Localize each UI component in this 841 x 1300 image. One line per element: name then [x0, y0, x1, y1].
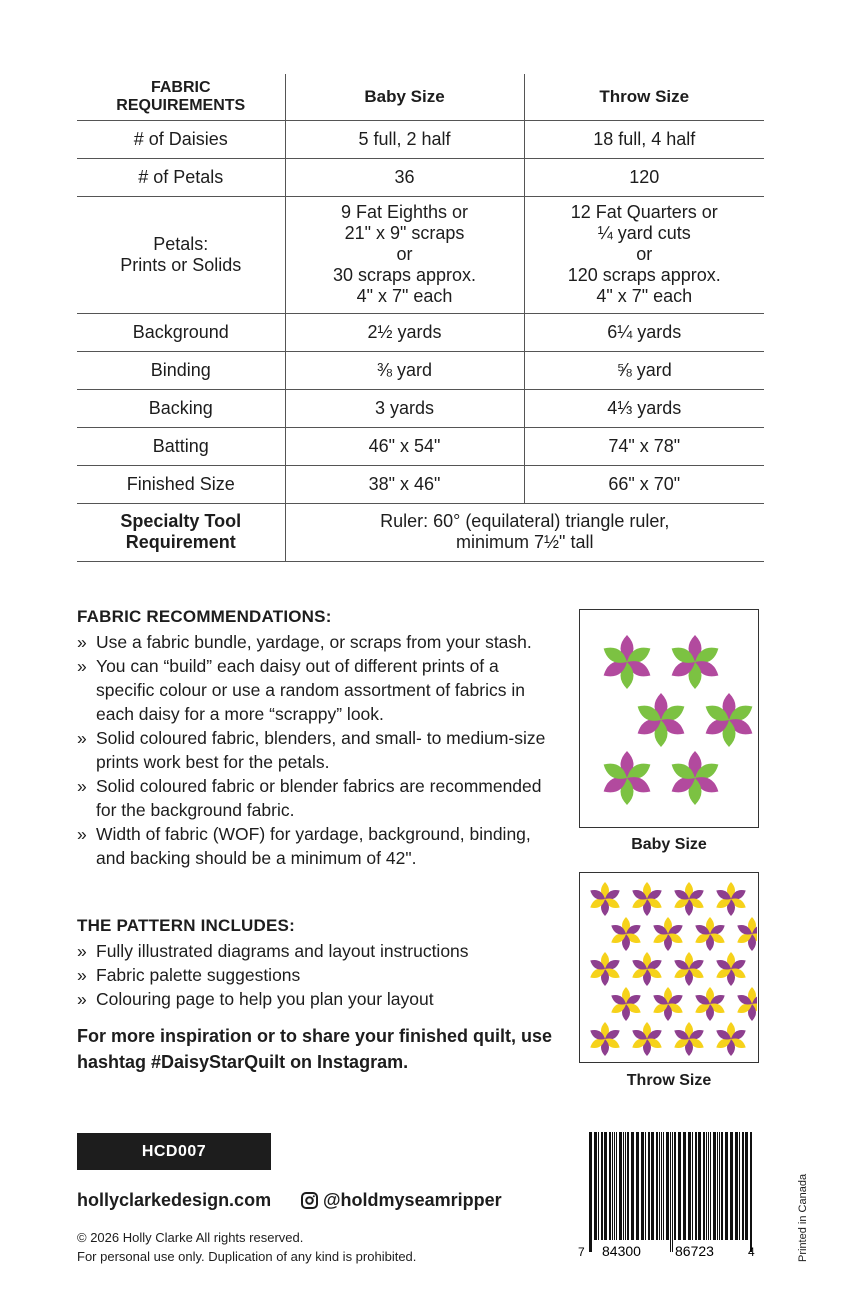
barcode-bar: [706, 1132, 707, 1240]
value-line: or: [636, 244, 653, 264]
table-row-specialty-tool: [77, 503, 764, 561]
throw-value: 74" x 78": [524, 427, 764, 465]
row-label: Backing: [77, 389, 285, 427]
barcode-bar: [636, 1132, 639, 1240]
barcode-bar: [641, 1132, 644, 1240]
barcode-digit-prefix: 7: [578, 1245, 585, 1259]
barcode-bar: [692, 1132, 693, 1240]
baby-value: 38" x 46": [285, 465, 524, 503]
list-item: » Fabric palette suggestions: [77, 963, 557, 987]
barcode-bar: [645, 1132, 646, 1240]
barcode-bar: [678, 1132, 681, 1240]
barcode-digits-right: 86723: [675, 1243, 714, 1259]
header-throw-size: Throw Size: [524, 74, 764, 120]
fabric-recommendations-heading: FABRIC RECOMMENDATIONS:: [77, 607, 332, 626]
barcode-bar: [604, 1132, 607, 1240]
barcode-bar: [742, 1132, 744, 1240]
barcode-bar: [648, 1132, 650, 1240]
value-line: or: [396, 244, 413, 264]
pattern-includes-list: [77, 939, 557, 1011]
fabric-requirements-table: [77, 74, 764, 562]
barcode-bar: [730, 1132, 733, 1240]
table-row: [77, 427, 764, 465]
baby-value: 5 full, 2 half: [285, 120, 524, 158]
row-label: # of Petals: [77, 158, 285, 196]
label-line: Prints or Solids: [120, 254, 242, 275]
row-label: [77, 503, 285, 561]
list-item: » Width of fabric (WOF) for yardage, background, binding, and backing should be a minimum of 42".: [77, 822, 557, 870]
fabric-recommendations-list: [77, 630, 557, 870]
value-line: 21" x 9" scraps: [344, 223, 465, 243]
barcode-bar: [735, 1132, 738, 1240]
barcode-bar: [717, 1132, 718, 1240]
baby-size-quilt-image: [579, 609, 759, 828]
barcode-bar: [672, 1132, 673, 1252]
barcode-bar: [719, 1132, 720, 1240]
throw-value: 6¼ yards: [524, 313, 764, 351]
barcode-bar: [703, 1132, 705, 1240]
barcode-bar: [698, 1132, 701, 1240]
list-item: » Solid coloured fabric, blenders, and small- to medium-size prints work best for the petals.: [77, 726, 557, 774]
throw-value: ⅝ yard: [524, 351, 764, 389]
throw-size-quilt-image: [579, 872, 759, 1063]
list-item: » Use a fabric bundle, yardage, or scraps from your stash.: [77, 630, 557, 654]
throw-size-caption: Throw Size: [626, 1072, 712, 1089]
barcode-bar: [670, 1132, 671, 1252]
pattern-includes-heading: THE PATTERN INCLUDES:: [77, 916, 295, 935]
barcode-bar: [656, 1132, 658, 1240]
barcode-bar: [619, 1132, 622, 1240]
throw-value: 120: [524, 158, 764, 196]
barcode-bar: [674, 1132, 676, 1240]
barcode-bar: [713, 1132, 716, 1240]
baby-value: [285, 196, 524, 313]
table-row: [77, 389, 764, 427]
barcode-bar: [623, 1132, 624, 1240]
barcode-bar: [609, 1132, 611, 1240]
row-label: Background: [77, 313, 285, 351]
barcode-bar: [708, 1132, 709, 1240]
copyright-line: For personal use only. Duplication of any kind is prohibited.: [77, 1249, 417, 1264]
tool-value: [285, 503, 764, 561]
barcode-bar: [627, 1132, 629, 1240]
barcode-bar: [659, 1132, 660, 1240]
barcode-bar: [739, 1132, 740, 1240]
baby-value: 2½ yards: [285, 313, 524, 351]
barcode-bar: [614, 1132, 615, 1240]
barcode-digits-left: 84300: [602, 1243, 641, 1259]
barcode-bar: [721, 1132, 723, 1240]
baby-quilt-illustration: [580, 610, 757, 826]
throw-value: 66" x 70": [524, 465, 764, 503]
barcode-bar: [688, 1132, 691, 1240]
share-hashtag-text: For more inspiration or to share your finished quilt, use hashtag #DaisyStarQuilt on Instagram.: [77, 1026, 553, 1072]
copyright-line: © 2026 Holly Clarke All rights reserved.: [77, 1230, 304, 1245]
header-fabric-requirements: FABRIC REQUIREMENTS: [77, 74, 285, 120]
value-line: 4" x 7" each: [596, 286, 693, 306]
row-label: Finished Size: [77, 465, 285, 503]
value-line: minimum 7½" tall: [456, 532, 594, 552]
baby-value: ⅜ yard: [285, 351, 524, 389]
value-line: 9 Fat Eighths or: [340, 202, 469, 222]
list-item: » Solid coloured fabric or blender fabrics are recommended for the background fabric.: [77, 774, 557, 822]
value-line: 30 scraps approx.: [332, 265, 477, 285]
barcode-bar: [663, 1132, 664, 1240]
barcode-bar: [594, 1132, 597, 1240]
barcode: [575, 1132, 760, 1262]
value-line: ¼ yard cuts: [597, 223, 691, 243]
table-row: [77, 351, 764, 389]
barcode-bars: [589, 1132, 752, 1252]
barcode-bar: [589, 1132, 592, 1252]
value-line: Ruler: 60° (equilateral) triangle ruler,: [380, 511, 670, 531]
copyright-notice: [77, 1228, 416, 1266]
table-row: [77, 120, 764, 158]
label-line: Petals:: [153, 233, 209, 254]
barcode-bar: [683, 1132, 686, 1240]
barcode-bar: [750, 1132, 752, 1252]
table-header-row: [77, 74, 764, 120]
barcode-bar: [710, 1132, 711, 1240]
sku-badge: HCD007: [77, 1133, 271, 1170]
baby-value: 46" x 54": [285, 427, 524, 465]
barcode-bar: [612, 1132, 613, 1240]
baby-value: 3 yards: [285, 389, 524, 427]
throw-quilt-illustration: [580, 873, 757, 1061]
row-label: Binding: [77, 351, 285, 389]
barcode-bar: [631, 1132, 634, 1240]
value-line: 4" x 7" each: [356, 286, 453, 306]
list-item: » Fully illustrated diagrams and layout instructions: [77, 939, 557, 963]
barcode-bar: [695, 1132, 697, 1240]
barcode-bar: [745, 1132, 748, 1240]
label-line: Specialty Tool: [120, 511, 242, 531]
barcode-bar: [651, 1132, 654, 1240]
throw-value: 4⅓ yards: [524, 389, 764, 427]
table-row: [77, 196, 764, 313]
barcode-digit-suffix: 4: [748, 1245, 755, 1259]
header-baby-size: Baby Size: [285, 74, 524, 120]
list-item: » Colouring page to help you plan your layout: [77, 987, 557, 1011]
value-line: 12 Fat Quarters or: [570, 202, 718, 222]
printed-in-canada: Printed in Canada: [797, 1173, 809, 1262]
barcode-bar: [725, 1132, 728, 1240]
instagram-icon: [301, 1192, 318, 1209]
instagram-handle[interactable]: @holdmyseamripper: [323, 1190, 502, 1210]
row-label: [77, 196, 285, 313]
barcode-bar: [616, 1132, 617, 1240]
barcode-bar: [598, 1132, 599, 1240]
table-row: [77, 313, 764, 351]
barcode-bar: [661, 1132, 662, 1240]
row-label: # of Daisies: [77, 120, 285, 158]
barcode-bar: [625, 1132, 626, 1240]
throw-value: [524, 196, 764, 313]
baby-size-caption: Baby Size: [631, 836, 707, 853]
barcode-bar: [601, 1132, 603, 1240]
website-link[interactable]: hollyclarkedesign.com: [77, 1190, 272, 1210]
row-label: Batting: [77, 427, 285, 465]
table-row: [77, 158, 764, 196]
label-line: Requirement: [125, 532, 236, 552]
value-line: 120 scraps approx.: [567, 265, 721, 285]
barcode-bar: [666, 1132, 669, 1240]
baby-value: 36: [285, 158, 524, 196]
table-row: [77, 465, 764, 503]
throw-value: 18 full, 4 half: [524, 120, 764, 158]
list-item: » You can “build” each daisy out of different prints of a specific colour or use a random assortment of fabrics in each daisy for a more “scrappy” look.: [77, 654, 557, 726]
